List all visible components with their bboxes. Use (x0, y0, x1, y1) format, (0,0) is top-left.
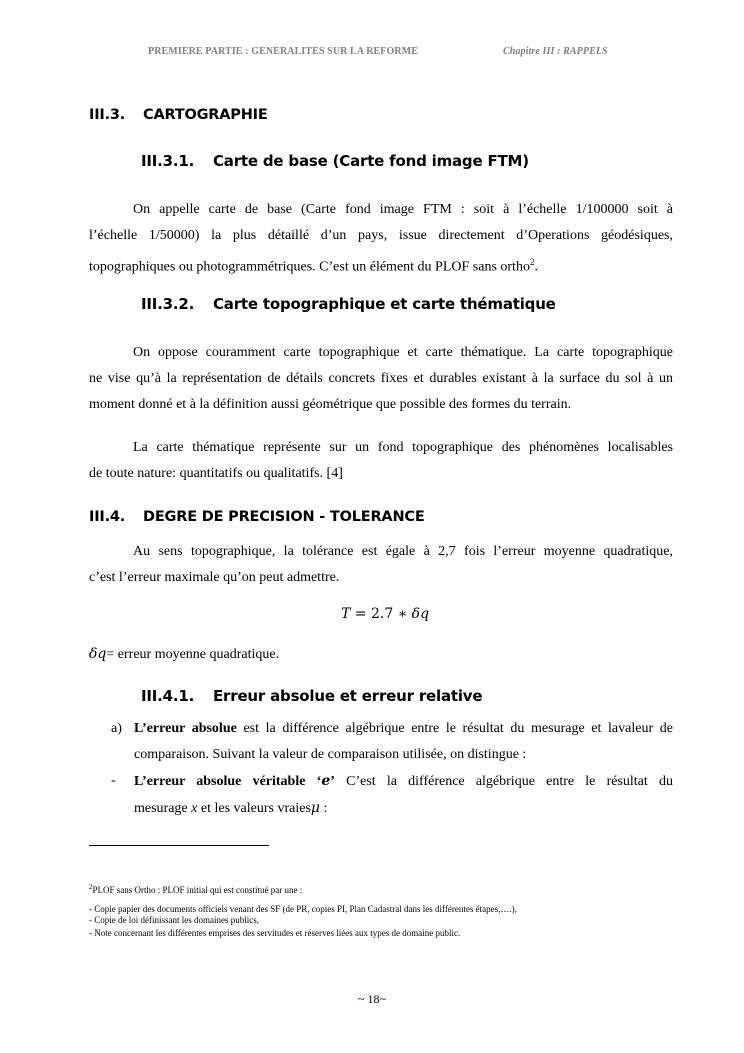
subsection-number: III.3.2. (141, 295, 195, 313)
paragraph-line: de toute nature: quantitatifs ou qualitatifs. [4] (89, 466, 343, 481)
paragraph-line: ne vise qu’à la représentation de détails concrets fixes et durables existant à la surface du sol à un (89, 371, 673, 386)
paragraph-line: On appelle carte de base (Carte fond image FTM : soit à l’échelle 1/100000 soit à (133, 202, 673, 217)
paragraph-line: l’échelle 1/50000) la plus détaillé d’un pays, issue directement d’Operations géodésiques, (89, 228, 673, 243)
formula-lhs: T (341, 606, 351, 622)
formula-variable: δq (411, 606, 430, 622)
list-item-erreur-absolue-veritable (134, 768, 673, 822)
list-marker-dash: - (111, 773, 116, 788)
list-item-text: C’est la différence algébrique entre le résultat du (334, 774, 673, 789)
subsection-number: III.4.1. (141, 687, 195, 705)
definition-variable: δq (89, 646, 107, 662)
definition-text: = erreur moyenne quadratique. (106, 647, 280, 662)
paragraph-line-text: topographiques ou photogrammétriques. C’est un élément du PLOF sans ortho (89, 259, 530, 275)
term-bold (134, 774, 335, 789)
paragraph-carte-thematique (89, 435, 673, 487)
variable-mu: μ (310, 800, 320, 816)
footnote-line (89, 882, 302, 896)
subsection-heading-iii-4-1 (141, 687, 482, 705)
list-marker-a: a) (111, 721, 122, 736)
section-title: DEGRE DE PRECISION - TOLERANCE (143, 509, 425, 525)
footnote-number: 2 (89, 883, 93, 891)
list-item-line (134, 768, 673, 795)
paragraph-line: Au sens topographique, la tolérance est égale à 2,7 fois l’erreur moyenne quadratique, (133, 544, 673, 559)
list-item-text: : (320, 801, 328, 816)
subsection-number: III.3.1. (141, 152, 195, 170)
tolerance-formula (341, 606, 429, 622)
running-header-left: PREMIERE PARTIE : GENERALITES SUR LA REFORME (148, 46, 419, 57)
footnote-line: - Note concernant les différentes emprises des servitudes et réserves liées aux types de domaine public. (89, 928, 461, 938)
formula-rhs: = 2.7 ∗ (354, 606, 412, 622)
section-number: III.3. (89, 107, 126, 123)
paragraph-carte-topographique (89, 340, 673, 418)
running-header-right: Chapitre III : RAPPELS (503, 46, 608, 57)
paragraph-line-end: . (534, 259, 538, 275)
page-number: ~ 18~ (358, 992, 386, 1006)
footnote-line: - Copie de loi définissant les domaines publics, (89, 915, 259, 925)
paragraph-line: c’est l’erreur maximale qu’on peut admettre. (89, 570, 340, 585)
subsection-heading-iii-3-1 (141, 152, 529, 170)
footnote-separator (89, 845, 269, 846)
term-bold-end: ’ (330, 774, 335, 789)
section-title: CARTOGRAPHIE (143, 107, 268, 123)
paragraph-line: La carte thématique représente sur un fond topographique des phénomènes localisables (133, 440, 673, 455)
term-bold: L’erreur absolue (134, 721, 237, 736)
list-item-text: est la différence algébrique entre le résultat du mesurage et lavaleur de (236, 721, 673, 736)
term-bold-text: L’erreur absolue véritable ‘ (134, 774, 322, 789)
list-item-text: mesurage (134, 801, 192, 816)
paragraph-line: On oppose couramment carte topographique et carte thématique. La carte topographique (133, 345, 673, 360)
subsection-title: Erreur absolue et erreur relative (213, 687, 483, 705)
paragraph-line (89, 249, 673, 281)
list-item-text: et les valeurs vraies (197, 801, 311, 816)
list-item-line (134, 716, 673, 742)
variable-x: x (191, 801, 198, 816)
paragraph-tolerance (89, 539, 673, 591)
footnote-line: - Copie papier des documents officiels venant des SF (de PR, copies PI, Plan Cadastral dans les différentes étapes,….), (89, 904, 517, 914)
list-item-line: comparaison. Suivant la valeur de comparaison utilisée, on distingue : (134, 747, 527, 762)
list-item-erreur-absolue (134, 716, 673, 768)
footnote-reference[interactable]: 2 (529, 257, 535, 267)
variable-definition (89, 646, 279, 663)
section-number: III.4. (89, 509, 126, 525)
section-heading-iii-3 (89, 107, 268, 123)
term-variable: e (321, 773, 331, 789)
list-item-line (134, 795, 673, 822)
subsection-heading-iii-3-2 (141, 295, 556, 313)
section-heading-iii-4 (89, 509, 425, 525)
footnote-text: PLOF sans Ortho : PLOF initial qui est constitué par une : (92, 885, 303, 895)
subsection-title: Carte de base (Carte fond image FTM) (213, 152, 529, 170)
paragraph-carte-de-base (89, 197, 673, 281)
subsection-title: Carte topographique et carte thématique (213, 295, 556, 313)
paragraph-line: moment donné et à la définition aussi géométrique que possible des formes du terrain. (89, 397, 572, 412)
